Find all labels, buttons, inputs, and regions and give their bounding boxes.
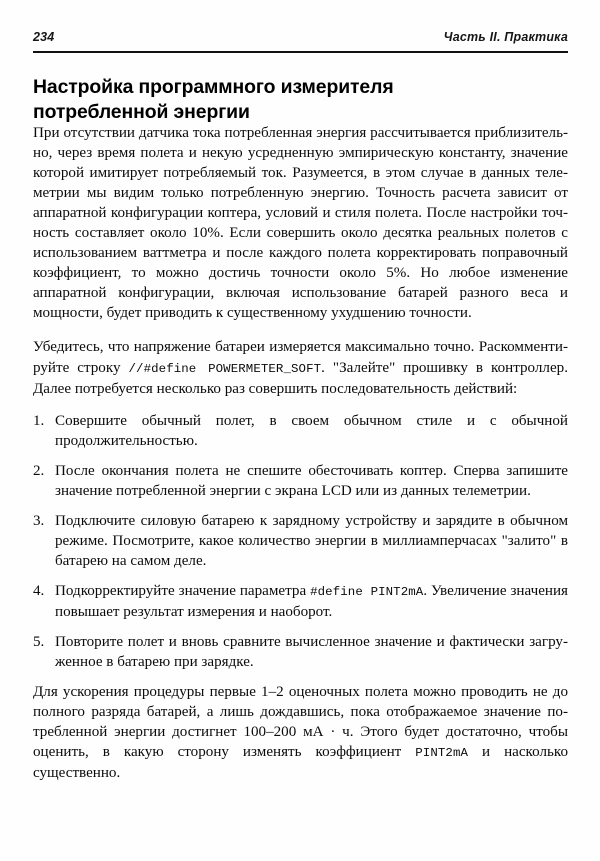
paragraph-closing <box>33 682 568 783</box>
list-item <box>33 511 568 571</box>
paragraph-instruction-lead <box>33 337 568 398</box>
list-item-text: После окончания полета не спешите обесточивать коптер. Сперва запишите значение потребленной энергии с экрана LCD или из данных телеметрии. <box>55 462 568 499</box>
paragraph-intro: При отсутствии датчика тока потребленная энергия рассчитывается приблизительно, через время полета и некую усредненную эмпирическую константу, значение которой имитирует потребляемый ток. Разумеется, в этом случае в данных телеметрии мы видим только потребленную энергию. Точность расчета зависит от аппаратной конфигурации коптера, условий и стиля полета. После настройки точность составляет около 10%. Если совершить около десятка реальных полетов с использованием ваттметра и после каждого полета корректировать поправочный коэффициент, то можно достичь точности около 5%. Но любое изменение аппаратной конфигурации, включая использование батарей разного веса и мощности, будет приводить к существенному ухудшению точности. <box>33 125 568 322</box>
list-item <box>33 632 568 672</box>
closing-text-before-code: Для ускорения процедуры первые 1–2 оценочных полета можно проводить не до полного разряда батарей, а лишь дождавшись, пока отображаемое значение потребленной энергии достигнет 100–200 мА · ч. Этого будет достаточно, чтобы оценить, в какую сторону изменять коэффициент <box>33 684 568 761</box>
code-define-pint2ma: #define PINT2mA <box>310 584 424 599</box>
page-number: 234 <box>33 30 55 44</box>
header-divider <box>33 51 568 53</box>
page-title <box>33 75 553 125</box>
page-title-line-2: потребленной энергии <box>33 100 250 123</box>
running-head <box>33 30 568 52</box>
list-item-number: 3. <box>33 512 45 529</box>
body-text-block <box>33 123 568 785</box>
code-pint2ma: PINT2mA <box>415 746 469 761</box>
list-item <box>33 411 568 451</box>
closing-text-after-code: и насколько существенно. <box>33 744 568 782</box>
list-item-number: 1. <box>33 412 45 429</box>
instruction-text-before-code: Убедитесь, что напряжение батареи измеряется максимально точно. Раскомментируйте строку <box>33 339 568 376</box>
list-item <box>33 461 568 501</box>
list-item-number: 4. <box>33 582 45 599</box>
instruction-text-after-code: . "Залейте" прошивку в контроллер. Далее потребуется несколько раз совершить последовательность действий: <box>33 359 568 397</box>
list-item-text-after-code: . Увеличение значения повышает результат измерения и наоборот. <box>55 582 568 620</box>
list-item <box>33 581 568 622</box>
list-item-number: 5. <box>33 634 45 651</box>
page-title-line-1: Настройка программного измерителя <box>33 75 394 98</box>
code-powermeter-soft: //#define POWERMETER_SOFT <box>128 361 322 376</box>
list-item-text: Повторите полет и вновь сравните вычисленное значение и фактически загруженное в батарею при зарядке. <box>55 634 568 671</box>
list-item-text: Подключите силовую батарею к зарядному устройству и зарядите в обычном режиме. Посмотрите, какое количество энергии в миллиамперчасах "залито" в батарею на самом деле. <box>55 512 568 569</box>
list-item-number: 2. <box>33 462 45 479</box>
procedure-list <box>33 411 568 673</box>
running-head-part-title: Часть II. Практика <box>443 30 568 44</box>
list-item-text-before-code: Подкорректируйте значение параметра <box>55 582 311 599</box>
list-item-text: Совершите обычный полет, в своем обычном стиле и с обычной продолжительностью. <box>55 412 568 449</box>
